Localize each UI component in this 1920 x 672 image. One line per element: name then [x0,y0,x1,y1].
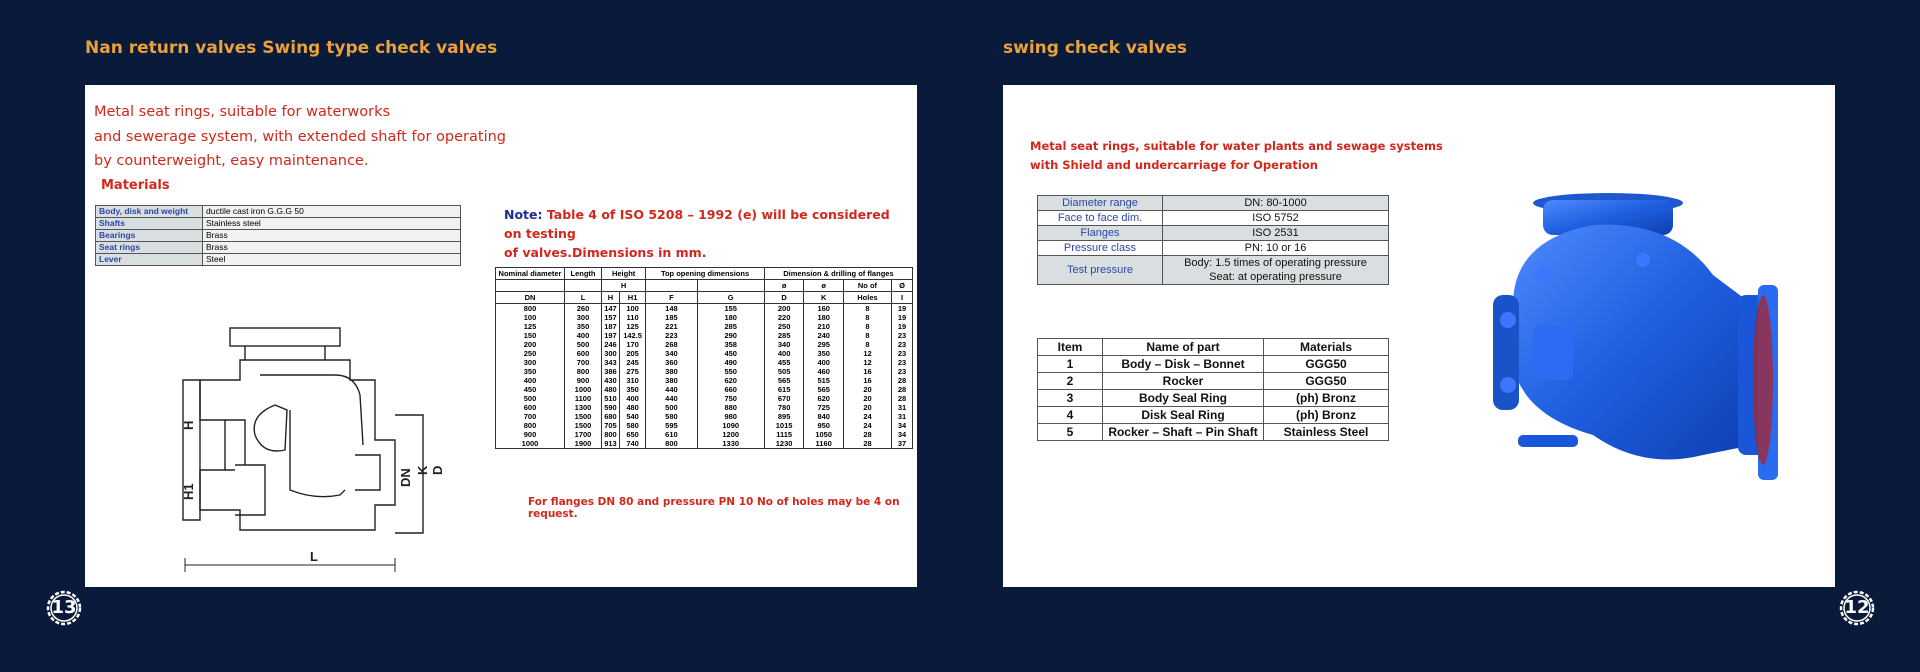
table-cell: 3 [1038,390,1103,407]
header-H: H [602,280,646,292]
table-cell: 540 [619,412,645,421]
intro-line: with Shield and undercarriage for Operation [1030,158,1318,172]
table-cell: 500 [646,403,697,412]
table-cell: 620 [804,394,844,403]
page-number: 13 [51,597,77,618]
table-cell: 615 [764,385,804,394]
table-cell: 610 [646,430,697,439]
table-cell: 1900 [565,439,602,449]
table-row [1038,356,1389,373]
header-top-opening: Top opening dimensions [646,268,765,280]
table-cell: 565 [764,376,804,385]
header-phi-k: ø [804,280,844,292]
materials-heading: Materials [101,178,170,193]
part-cell: Shafts [96,218,203,230]
table-cell: 340 [764,340,804,349]
table-row [1038,424,1389,441]
table-cell: 20 [843,385,891,394]
drawing-label-D: D [430,465,445,475]
table-cell: 100 [496,313,565,322]
flange-note: For flanges DN 80 and pressure PN 10 No of holes may be 4 on request. [528,496,900,520]
table-row [96,254,461,266]
table-cell: Stainless Steel [1264,424,1389,441]
table-row [1038,407,1389,424]
table-cell: 1200 [697,430,764,439]
table-row [96,242,461,254]
table-cell: 620 [697,376,764,385]
table-cell: 34 [891,430,912,439]
table-cell: 360 [646,358,697,367]
table-cell: Body – Disk – Bonnet [1103,356,1264,373]
drawing-label-DN: DN [398,468,413,487]
table-cell: 290 [697,331,764,340]
table-row [96,218,461,230]
table-cell: 1500 [565,421,602,430]
valve-cross-section-drawing [125,315,445,575]
table-cell: 343 [602,358,620,367]
material-cell: ductile cast iron G.G.G 50 [203,206,461,218]
col-header: G [697,292,764,304]
table-cell: 705 [602,421,620,430]
table-cell: Disk Seal Ring [1103,407,1264,424]
table-row [496,439,913,449]
table-cell: 440 [646,394,697,403]
header-phi-d: ø [764,280,804,292]
table-cell: 1115 [764,430,804,439]
table-cell: 913 [602,439,620,449]
table-row [496,412,913,421]
table-cell: 950 [804,421,844,430]
table-cell: 900 [496,430,565,439]
table-cell: 205 [619,349,645,358]
note-text-2: of valves.Dimensions in mm. [504,245,707,260]
table-cell: 680 [602,412,620,421]
table-cell: 600 [565,349,602,358]
table-cell: 440 [646,385,697,394]
table-cell: 240 [804,331,844,340]
table-cell: 350 [804,349,844,358]
spec-label: Flanges [1038,226,1163,241]
left-intro [94,100,514,174]
dimensions-body [496,304,913,449]
table-cell: 400 [496,376,565,385]
spec-label: Test pressure [1038,256,1163,285]
table-cell: 170 [619,340,645,349]
table-cell: 840 [804,412,844,421]
table-cell: 1300 [565,403,602,412]
table-cell: 197 [602,331,620,340]
table-cell: 160 [804,304,844,314]
table-cell: 550 [697,367,764,376]
table-cell: 34 [891,421,912,430]
table-cell: 1000 [565,385,602,394]
table-cell: 23 [891,367,912,376]
table-cell: 660 [697,385,764,394]
table-cell: 8 [843,304,891,314]
spec-label: Pressure class [1038,241,1163,256]
part-cell: Lever [96,254,203,266]
table-row [496,340,913,349]
table-cell: 180 [697,313,764,322]
table-cell: 28 [891,376,912,385]
table-row [496,322,913,331]
table-cell: 8 [843,331,891,340]
table-cell: 740 [619,439,645,449]
table-cell: GGG50 [1264,373,1389,390]
part-cell: Bearings [96,230,203,242]
material-cell: Stainless steel [203,218,461,230]
table-cell: 580 [619,421,645,430]
left-panel [85,85,917,587]
table-cell: 12 [843,349,891,358]
table-cell: 1330 [697,439,764,449]
specifications-table [1037,195,1389,285]
table-header-row [496,280,913,292]
col-header: H1 [619,292,645,304]
drawing-label-H: H [181,420,196,430]
table-cell: 350 [565,322,602,331]
table-row [1038,196,1389,211]
table-cell: 100 [619,304,645,314]
table-cell: 31 [891,403,912,412]
spec-value: ISO 2531 [1163,226,1389,241]
table-cell: 340 [646,349,697,358]
table-cell: 500 [496,394,565,403]
col-header: DN [496,292,565,304]
table-cell: (ph) Bronz [1264,407,1389,424]
table-cell: 4 [1038,407,1103,424]
material-cell: Brass [203,242,461,254]
table-cell: 980 [697,412,764,421]
swing-check-valve-image [1473,185,1813,515]
intro-line: and sewerage system, with extended shaft for operating [94,128,506,145]
table-cell: 565 [804,385,844,394]
table-cell: 8 [843,340,891,349]
drawing-label-H1: H1 [181,483,196,500]
table-cell: 20 [843,403,891,412]
table-cell: 450 [496,385,565,394]
table-cell: 386 [602,367,620,376]
table-cell: 223 [646,331,697,340]
table-cell: 350 [619,385,645,394]
spec-label: Diameter range [1038,196,1163,211]
table-cell: 12 [843,358,891,367]
table-cell: 450 [697,349,764,358]
intro-line: Metal seat rings, suitable for waterworks [94,104,391,120]
col-header: Holes [843,292,891,304]
right-panel [1003,85,1835,587]
intro-line: by counterweight, easy maintenance. [94,153,369,169]
table-cell: 250 [764,322,804,331]
table-cell: 221 [646,322,697,331]
table-cell: Rocker [1103,373,1264,390]
right-intro [1030,137,1443,175]
header-phi-i: Ø [891,280,912,292]
table-cell: 480 [619,403,645,412]
table-cell: 185 [646,313,697,322]
col-header: H [602,292,620,304]
table-cell: 285 [697,322,764,331]
table-cell: 400 [619,394,645,403]
table-cell: 505 [764,367,804,376]
table-cell: 23 [891,349,912,358]
table-cell: 300 [496,358,565,367]
table-cell: 1160 [804,439,844,449]
table-cell: 28 [891,394,912,403]
table-cell: 147 [602,304,620,314]
part-cell: Body, disk and weight [96,206,203,218]
table-cell: 670 [764,394,804,403]
table-cell: 650 [619,430,645,439]
parts-body [1038,356,1389,441]
table-cell: 295 [804,340,844,349]
drawing-label-L: L [310,549,318,564]
table-cell: 400 [764,349,804,358]
table-cell: 24 [843,421,891,430]
table-row [1038,373,1389,390]
table-cell: 125 [496,322,565,331]
table-cell: 800 [496,304,565,314]
table-row [1038,211,1389,226]
table-cell: 150 [496,331,565,340]
table-cell: 700 [496,412,565,421]
table-row [496,358,913,367]
table-cell: 268 [646,340,697,349]
table-cell: Body Seal Ring [1103,390,1264,407]
table-cell: 1500 [565,412,602,421]
col-header: D [764,292,804,304]
material-cell: Brass [203,230,461,242]
table-row [496,349,913,358]
note-text: Table 4 of ISO 5208 – 1992 (e) will be considered on testing [504,207,890,241]
table-header-row [1038,339,1389,356]
table-cell: 310 [619,376,645,385]
table-row [1038,390,1389,407]
spec-value: ISO 5752 [1163,211,1389,226]
table-cell: 895 [764,412,804,421]
table-cell: 8 [843,313,891,322]
table-cell: 1000 [496,439,565,449]
table-row [496,376,913,385]
table-cell: 460 [804,367,844,376]
col-header: L [565,292,602,304]
col-header: Item [1038,339,1103,356]
col-header: Name of part [1103,339,1264,356]
table-cell: 400 [804,358,844,367]
table-cell: 350 [496,367,565,376]
table-cell: 380 [646,376,697,385]
table-cell: 300 [602,349,620,358]
table-cell: 23 [891,358,912,367]
page-number-badge-right [1838,589,1876,627]
table-cell: 210 [804,322,844,331]
table-row [496,331,913,340]
table-cell: 800 [602,430,620,439]
table-cell: 16 [843,367,891,376]
table-cell: 490 [697,358,764,367]
table-cell: 28 [891,385,912,394]
table-cell: 595 [646,421,697,430]
table-cell: 155 [697,304,764,314]
table-cell: 500 [565,340,602,349]
table-cell: GGG50 [1264,356,1389,373]
table-cell: 28 [843,430,891,439]
table-cell: 1050 [804,430,844,439]
table-cell: 800 [565,367,602,376]
table-row [1038,241,1389,256]
left-page-title: Nan return valves Swing type check valves [85,38,498,58]
table-cell: 510 [602,394,620,403]
table-row [496,421,913,430]
table-row [96,230,461,242]
table-cell: 24 [843,412,891,421]
table-row [496,367,913,376]
col-header: I [891,292,912,304]
spec-label: Face to face dim. [1038,211,1163,226]
page-number-badge-left [45,589,83,627]
table-cell: 23 [891,331,912,340]
table-cell: Rocker – Shaft – Pin Shaft [1103,424,1264,441]
page-number: 12 [1844,597,1870,618]
table-cell: 23 [891,340,912,349]
table-cell: 250 [496,349,565,358]
table-row [1038,256,1389,285]
table-cell: 28 [843,439,891,449]
table-cell: 800 [646,439,697,449]
table-cell: 125 [619,322,645,331]
table-cell: 157 [602,313,620,322]
table-row [496,403,913,412]
table-cell: 455 [764,358,804,367]
table-cell: 31 [891,412,912,421]
spec-value: Body: 1.5 times of operating pressure [1184,257,1367,269]
spec-value: PN: 10 or 16 [1163,241,1389,256]
table-cell: 1015 [764,421,804,430]
header-flanges: Dimension & drilling of flanges [764,268,912,280]
table-row [496,430,913,439]
table-cell: 480 [602,385,620,394]
table-row [496,385,913,394]
table-row [496,304,913,314]
table-cell: 5 [1038,424,1103,441]
table-cell: 1090 [697,421,764,430]
table-cell: 285 [764,331,804,340]
table-cell: 380 [646,367,697,376]
col-header: K [804,292,844,304]
table-cell: 700 [565,358,602,367]
right-page-title: swing check valves [1003,38,1187,58]
table-cell: 246 [602,340,620,349]
table-cell: 880 [697,403,764,412]
table-cell: 8 [843,322,891,331]
col-header: F [646,292,697,304]
table-cell: 200 [496,340,565,349]
table-row [1038,226,1389,241]
table-cell: 1 [1038,356,1103,373]
dimensions-table [495,267,913,449]
table-cell: 275 [619,367,645,376]
table-cell: 19 [891,304,912,314]
materials-table [95,205,461,266]
table-cell: 200 [764,304,804,314]
table-cell: 300 [565,313,602,322]
note-label: Note: [504,207,543,222]
table-cell: (ph) Bronz [1264,390,1389,407]
header-no-of: No of [843,280,891,292]
table-cell: 16 [843,376,891,385]
table-cell: 800 [496,421,565,430]
drawing-label-K: K [415,465,430,475]
part-cell: Seat rings [96,242,203,254]
col-header: Materials [1264,339,1389,356]
table-header-row [496,292,913,304]
table-cell: 148 [646,304,697,314]
table-cell: 187 [602,322,620,331]
table-cell: 110 [619,313,645,322]
table-cell: 1700 [565,430,602,439]
table-row [496,394,913,403]
header-nominal: Nominal diameter [496,268,565,280]
table-cell: 725 [804,403,844,412]
table-cell: 245 [619,358,645,367]
table-cell: 142.5 [619,331,645,340]
table-cell: 358 [697,340,764,349]
table-cell: 600 [496,403,565,412]
table-cell: 2 [1038,373,1103,390]
header-height: Height [602,268,646,280]
spec-value: DN: 80-1000 [1163,196,1389,211]
table-cell: 580 [646,412,697,421]
table-cell: 430 [602,376,620,385]
table-row [496,313,913,322]
table-cell: 900 [565,376,602,385]
table-cell: 180 [804,313,844,322]
table-cell: 19 [891,322,912,331]
table-cell: 780 [764,403,804,412]
table-cell: 590 [602,403,620,412]
table-row [96,206,461,218]
table-cell: 260 [565,304,602,314]
table-cell: 750 [697,394,764,403]
parts-table [1037,338,1389,441]
testing-note [504,205,904,262]
table-cell: 220 [764,313,804,322]
table-cell: 20 [843,394,891,403]
table-cell: 37 [891,439,912,449]
intro-line: Metal seat rings, suitable for water plants and sewage systems [1030,139,1443,153]
header-length: Length [565,268,602,280]
spec-value: Seat: at operating pressure [1209,271,1342,283]
table-cell: 1100 [565,394,602,403]
table-cell: 515 [804,376,844,385]
table-cell: 400 [565,331,602,340]
table-cell: 19 [891,313,912,322]
table-cell: 1230 [764,439,804,449]
material-cell: Steel [203,254,461,266]
